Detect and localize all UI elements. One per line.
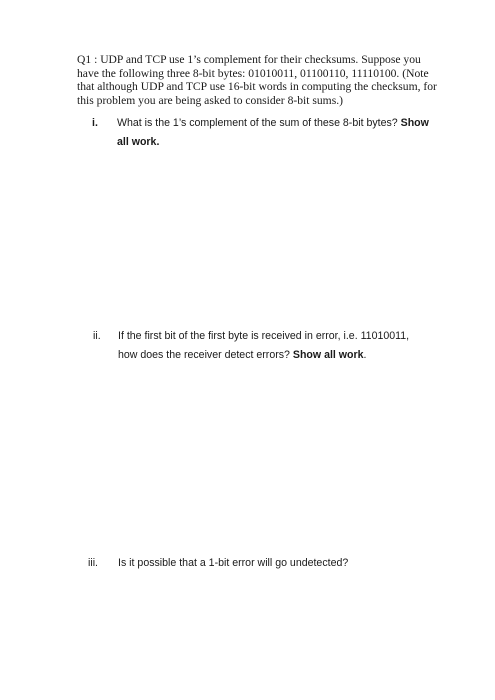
sub-question-line-emphasis: Show [400,117,429,129]
sub-question-line-text: . [363,349,367,361]
sub-question-number: i. [92,117,98,129]
sub-question-text [118,327,448,365]
sub-question-text [118,554,448,573]
intro-line-1: Q1 : UDP and TCP use 1’s complement for their checksums. Suppose you [77,53,421,66]
intro-line-2: have the following three 8-bit bytes: 01010011, 01100110, 11110100. (Note [77,66,429,80]
sub-question-line [118,346,448,365]
question-intro [77,53,449,107]
sub-question-line [117,114,447,133]
sub-question-line-text: What is the 1’s complement of the sum of these 8-bit bytes? [117,117,401,129]
sub-question-line: If the first bit of the first byte is received in error, i.e. 11010011, [118,330,410,342]
sub-question-number: ii. [93,330,101,342]
sub-question-line-text: how does the receiver detect errors? [118,349,293,361]
sub-question-line-emphasis: all work. [117,136,160,148]
sub-question-line-emphasis: Show all work [292,349,364,361]
intro-line-4: this problem you are being asked to consider 8-bit sums.) [77,93,343,107]
sub-question-line: Is it possible that a 1-bit error will go undetected? [118,557,349,569]
sub-question-number: iii. [88,557,99,569]
intro-line-3: that although UDP and TCP use 16-bit words in computing the checksum, for [77,80,437,94]
sub-question-text [117,114,447,152]
